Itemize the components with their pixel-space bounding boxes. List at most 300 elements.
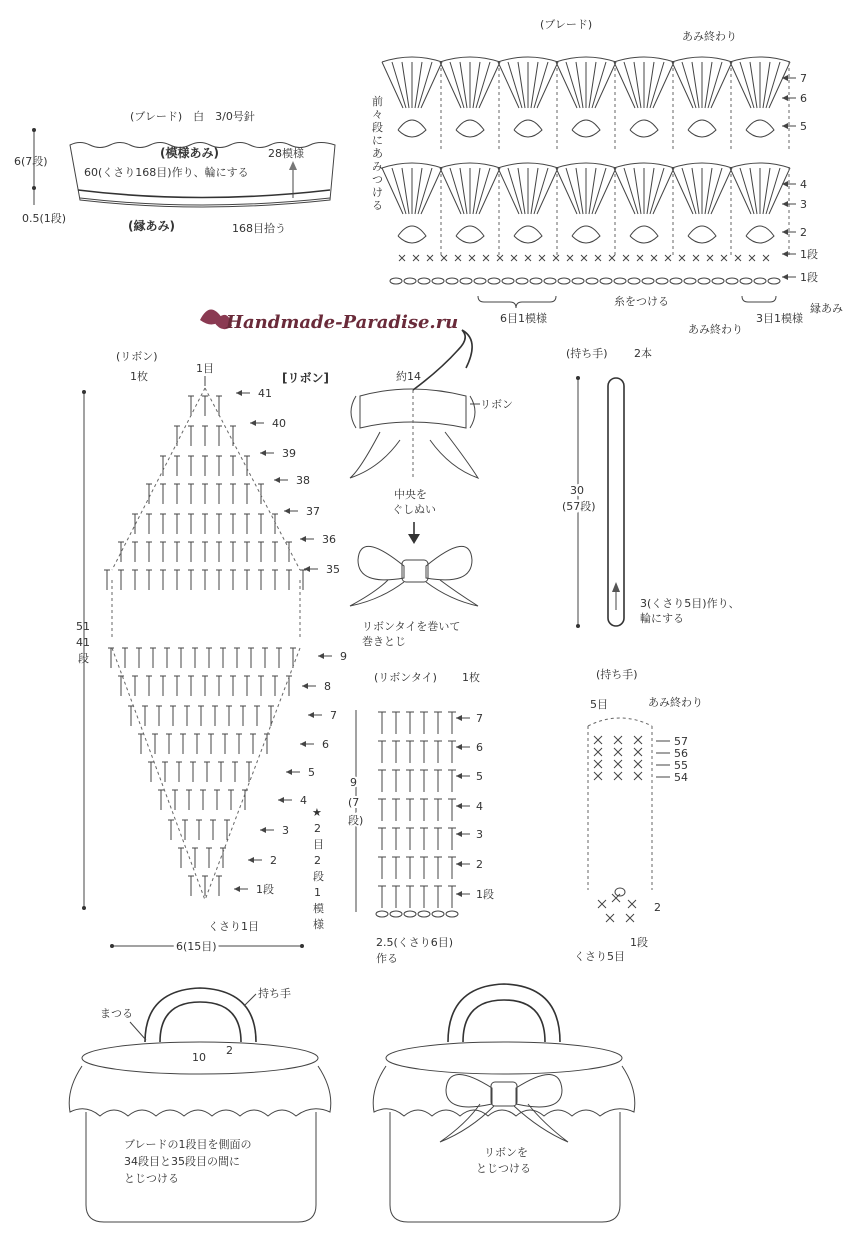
- fan-stitch: [711, 168, 732, 214]
- ribbon-row-label: 41: [258, 387, 272, 400]
- bow-knot: [491, 1082, 517, 1106]
- sc-stitch: [455, 255, 461, 261]
- dim-10: 10: [192, 1051, 206, 1064]
- row-arrow-head: [782, 75, 788, 81]
- fan-stitch: [614, 62, 635, 108]
- ribbon-row-label: 40: [272, 417, 286, 430]
- fan-stitch: [705, 168, 712, 214]
- sc-stitch: [637, 255, 643, 261]
- braid-sketch: [14, 109, 335, 235]
- sc-stitch: [441, 255, 447, 261]
- fan-stitch: [730, 168, 751, 214]
- fan-stitch: [708, 62, 722, 108]
- chain-stitch: [432, 278, 444, 284]
- bow-left-loop: [358, 546, 404, 580]
- puff-stitch: [456, 120, 484, 137]
- handle-pointer: [244, 994, 256, 1006]
- edge-row-note: 縁あみ: [810, 302, 843, 315]
- dim-dot: [110, 944, 114, 948]
- center-label-2: ぐしぬい: [392, 503, 436, 516]
- sc-stitch: [763, 255, 769, 261]
- chain-stitch: [390, 911, 402, 917]
- bow-left-loop: [446, 1074, 492, 1106]
- chain-stitch: [474, 278, 486, 284]
- repeat-3-bracket: [742, 296, 776, 302]
- chain-stitch: [460, 278, 472, 284]
- sc-stitch: [634, 736, 642, 744]
- sc-stitch: [567, 255, 573, 261]
- handle-chart-title: (持ち手): [596, 668, 638, 681]
- tie-height-a: 9: [350, 776, 357, 789]
- fan-stitch: [576, 62, 583, 108]
- sc-stitch: [634, 772, 642, 780]
- handle-start2: 輪にする: [640, 612, 684, 625]
- handle-tube-outline: [588, 718, 652, 890]
- row-arrow-head: [456, 773, 462, 779]
- fan-stitch: [498, 168, 519, 214]
- ribbon-label: リボン: [480, 398, 513, 411]
- attach-thread-label: 糸をつける: [614, 295, 669, 308]
- side-note-char: に: [372, 134, 383, 147]
- chain-stitch: [446, 911, 458, 917]
- braid-chart: [372, 18, 843, 336]
- ribbon-loops: [351, 396, 475, 428]
- chain-stitch: [768, 278, 780, 284]
- repeat-3-label: 3目1模様: [756, 312, 803, 325]
- fan-stitch: [653, 168, 674, 214]
- fan-stitch: [418, 168, 432, 214]
- chain-stitch: [642, 278, 654, 284]
- sc-stitch: [614, 772, 622, 780]
- sew-pointer: [130, 1022, 146, 1040]
- fan-stitch: [634, 168, 641, 214]
- dim-dot: [32, 128, 36, 132]
- sc-stitch: [594, 748, 602, 756]
- row-arrow-head: [234, 886, 240, 892]
- fan-top: [556, 163, 616, 168]
- edging-label: (縁あみ): [128, 219, 175, 233]
- dim-dot: [32, 186, 36, 190]
- puff-stitch: [630, 226, 658, 243]
- ribbon-gap-lines: [112, 580, 300, 640]
- braid-row-label: 6: [800, 92, 807, 105]
- chain-stitch: [516, 278, 528, 284]
- ribbon-row-label: 37: [306, 505, 320, 518]
- bow-knot: [402, 560, 428, 582]
- handle-stitch-grid: [594, 736, 642, 922]
- sc-stitch: [721, 255, 727, 261]
- row-arrow-head: [456, 831, 462, 837]
- fan-stitch: [624, 62, 638, 108]
- ribbon-row-label: 6: [322, 738, 329, 751]
- chain-stitch: [404, 278, 416, 284]
- finished-bow: [350, 546, 478, 606]
- row-arrow-head: [260, 450, 266, 456]
- star-char: 目: [313, 838, 324, 851]
- sc-stitch: [614, 748, 622, 756]
- chain-stitch: [572, 278, 584, 284]
- fan-stitch: [672, 62, 693, 108]
- fan-stitch: [589, 62, 596, 108]
- row-arrow-head: [782, 123, 788, 129]
- star-char: 段: [313, 870, 324, 883]
- watermark: [200, 309, 458, 333]
- fan-stitch: [708, 168, 722, 214]
- fan-stitch: [692, 62, 699, 108]
- side-note-line1: 前: [372, 95, 383, 108]
- fan-stitch: [479, 168, 500, 214]
- bag-handle-inner: [160, 1002, 241, 1042]
- puff-stitch: [572, 120, 600, 137]
- fan-stitch: [650, 168, 664, 214]
- chain-stitch: [544, 278, 556, 284]
- row-arrow-head: [300, 741, 306, 747]
- rows-label: 28模様: [268, 147, 304, 160]
- fan-stitch: [473, 168, 480, 214]
- chain-stitch: [418, 911, 430, 917]
- fan-top: [382, 163, 442, 168]
- fan-stitch: [460, 168, 467, 214]
- fan-stitch: [421, 168, 442, 214]
- fan-stitch: [534, 62, 548, 108]
- fan-stitch: [402, 62, 409, 108]
- fan-stitch: [634, 62, 641, 108]
- chain-stitch: [614, 278, 626, 284]
- ribbon-row-label: 36: [322, 533, 336, 546]
- dim-2: 2: [226, 1044, 233, 1057]
- ribbon-outline: [112, 388, 300, 900]
- pickup-label: 168目拾う: [232, 222, 286, 235]
- ribbon-row-label: 3: [282, 824, 289, 837]
- sc-stitch: [634, 748, 642, 756]
- fan-stitch: [647, 168, 654, 214]
- dim-dot: [576, 376, 580, 380]
- bag-rim: [386, 1042, 622, 1074]
- tie-title: (リボンタイ): [374, 671, 437, 684]
- chain-stitch: [670, 278, 682, 284]
- fan-stitch: [402, 168, 409, 214]
- handle-stitches: 5目: [590, 698, 608, 711]
- ribbon-row-label: 1段: [256, 883, 274, 896]
- side-note: [372, 94, 383, 212]
- ribbon-top-label: 1目: [196, 362, 214, 375]
- fan-stitch: [763, 62, 770, 108]
- chain-stitch: [740, 278, 752, 284]
- row-arrow-head: [278, 797, 284, 803]
- chain-ring: [615, 888, 625, 896]
- tie-row-label: 6: [476, 741, 483, 754]
- ribbon-height-c: 段: [78, 652, 89, 665]
- fan-stitch: [473, 62, 480, 108]
- ribbon-chart: [76, 350, 347, 953]
- tie-row-label: 5: [476, 770, 483, 783]
- fan-top: [614, 57, 674, 62]
- bag-right: [373, 984, 635, 1222]
- fan-stitch: [531, 62, 538, 108]
- row-arrow-head: [782, 251, 788, 257]
- chain-stitch: [530, 278, 542, 284]
- handle-row-label: 55: [674, 759, 688, 772]
- puff-stitch: [514, 120, 542, 137]
- chain-stitch: [754, 278, 766, 284]
- row-arrow-head: [250, 420, 256, 426]
- fan-stitch: [614, 168, 635, 214]
- bag-handle-label: 持ち手: [258, 987, 291, 1000]
- fan-stitch: [592, 168, 606, 214]
- chain-stitch: [712, 278, 724, 284]
- bag-handle-outer: [448, 984, 560, 1042]
- fan-stitch: [498, 62, 519, 108]
- puff-stitch: [456, 226, 484, 243]
- edge-label: 0.5(1段): [22, 212, 67, 225]
- ribbon-row-labels: [234, 387, 347, 896]
- puff-stitch: [688, 120, 716, 137]
- row-arrow-head: [456, 744, 462, 750]
- braid-row-label: 2: [800, 226, 807, 239]
- tie-height-b: (7: [348, 796, 360, 809]
- fan-stitch: [576, 168, 583, 214]
- braid-row-labels: [782, 72, 818, 284]
- braid-row-label: 1段: [800, 271, 818, 284]
- ribbon-height-a: 51: [76, 620, 90, 633]
- fan-stitch: [537, 168, 558, 214]
- chain-stitch: [432, 911, 444, 917]
- braid-row-label: 4: [800, 178, 807, 191]
- sc-stitch: [679, 255, 685, 261]
- row-arrow-head: [782, 274, 788, 280]
- row-arrow-head: [782, 181, 788, 187]
- braid-chart-title: (ブレード): [540, 18, 593, 31]
- ribbon-title: (リボン): [116, 350, 158, 363]
- row-arrow-head: [274, 477, 280, 483]
- fan-stitch: [415, 62, 422, 108]
- fan-stitch: [750, 62, 757, 108]
- fan-top: [498, 57, 558, 62]
- needle-icon: [413, 330, 472, 390]
- fan-stitch: [730, 62, 751, 108]
- fan-stitch: [392, 168, 406, 214]
- tie-start-label: 2.5(くさり6目): [376, 936, 454, 949]
- sc-stitch: [594, 772, 602, 780]
- rows-arrow-up: [289, 161, 297, 170]
- sc-stitch: [399, 255, 405, 261]
- ribbon-tails: [350, 432, 478, 478]
- chain-row: [390, 278, 780, 284]
- sc-stitch: [665, 255, 671, 261]
- chain-stitch: [376, 911, 388, 917]
- tie-label-1: リボンタイを巻いて: [362, 620, 461, 633]
- fan-stitch: [647, 62, 654, 108]
- handle-row-label: 54: [674, 771, 688, 784]
- ribbon-row-label: 39: [282, 447, 296, 460]
- fan-top: [672, 57, 732, 62]
- fan-stitch: [556, 168, 577, 214]
- sew-label: まつる: [100, 1007, 133, 1020]
- sc-stitch: [553, 255, 559, 261]
- fan-stitch: [589, 168, 596, 214]
- handle-row2: 2: [654, 901, 661, 914]
- bag-handle-outer: [145, 988, 256, 1042]
- chain-stitch: [404, 911, 416, 917]
- fan-stitch: [766, 62, 780, 108]
- tie-count: 1枚: [462, 671, 480, 684]
- chain-stitch: [446, 278, 458, 284]
- fan-stitch: [769, 62, 790, 108]
- chain-stitch: [656, 278, 668, 284]
- fan-stitch: [682, 168, 696, 214]
- fan-stitch: [479, 62, 500, 108]
- row-arrow-head: [286, 769, 292, 775]
- fan-stitch: [476, 62, 490, 108]
- row-arrow-head: [302, 683, 308, 689]
- ribbon-height-b: 41: [76, 636, 90, 649]
- tie-stitch-grid: [376, 712, 458, 917]
- row-arrow-head: [318, 653, 324, 659]
- ribbon-row-label: 38: [296, 474, 310, 487]
- row-arrow-head: [300, 536, 306, 542]
- repeat-6-label: 6目1模様: [500, 312, 547, 325]
- bow-right-loop: [516, 1074, 562, 1106]
- handle-row1: 1段: [630, 936, 648, 949]
- fan-stitch: [418, 62, 432, 108]
- ribbon-width-label: 6(15目): [176, 940, 217, 953]
- sc-stitch: [606, 914, 614, 922]
- sc-stitch: [511, 255, 517, 261]
- chain-stitch: [600, 278, 612, 284]
- handle-end: あみ終わり: [648, 696, 703, 709]
- handle-arrow-up: [612, 582, 620, 592]
- row-arrow-head: [304, 566, 310, 572]
- braid-band-ring: [78, 190, 330, 198]
- sc-stitch: [735, 255, 741, 261]
- fan-stitch: [692, 168, 699, 214]
- puff-stitch: [572, 226, 600, 243]
- fan-top: [556, 57, 616, 62]
- sc-stitch: [628, 900, 636, 908]
- fan-stitch: [534, 168, 548, 214]
- ribbon-row-label: 5: [308, 766, 315, 779]
- sc-stitch: [609, 255, 615, 261]
- bag-right-note-1: リボンを: [484, 1146, 528, 1159]
- fan-stitch: [682, 62, 696, 108]
- row-arrow-head: [782, 95, 788, 101]
- fan-stitch: [740, 168, 754, 214]
- fan-row-bottom: [382, 163, 790, 256]
- center-label-1: 中央を: [394, 488, 427, 501]
- chain-label: くさり1目: [208, 920, 259, 933]
- fan-top: [730, 57, 790, 62]
- handle-length-rows: (57段): [562, 500, 596, 513]
- chain-stitch: [502, 278, 514, 284]
- sc-stitch: [634, 760, 642, 768]
- tie-row-label: 2: [476, 858, 483, 871]
- fan-stitch: [763, 168, 770, 214]
- fan-stitch: [415, 168, 422, 214]
- handle-chain: くさり5目: [574, 950, 625, 963]
- sc-stitch: [595, 255, 601, 261]
- handle-title: (持ち手): [566, 347, 608, 360]
- bag-bow: [440, 1074, 568, 1142]
- repeat-6-bracket: [478, 296, 556, 308]
- handle-length: 30: [570, 484, 584, 497]
- handle-sketch: [562, 346, 740, 628]
- side-note-char: 段: [372, 121, 383, 134]
- puff-stitch: [398, 226, 426, 243]
- fan-top: [440, 163, 500, 168]
- handle-row-labels: [656, 735, 688, 784]
- puff-stitch: [398, 120, 426, 137]
- dim-dot: [82, 390, 86, 394]
- star-char: 1: [314, 886, 321, 899]
- handle-row-label: 57: [674, 735, 688, 748]
- chain-stitch: [684, 278, 696, 284]
- tie-label-2: 巻きとじ: [362, 635, 406, 648]
- chain-stitch: [390, 278, 402, 284]
- fan-stitch: [508, 168, 522, 214]
- sc-stitch: [612, 894, 620, 902]
- fan-stitch: [769, 168, 790, 214]
- chain-stitch: [488, 278, 500, 284]
- fan-stitch: [705, 62, 712, 108]
- fan-stitch: [566, 62, 580, 108]
- star-char: 模: [313, 902, 324, 915]
- fan-stitch: [740, 62, 754, 108]
- fan-stitch: [518, 62, 525, 108]
- puff-stitch: [630, 120, 658, 137]
- fan-stitch: [624, 168, 638, 214]
- tie-row-label: 3: [476, 828, 483, 841]
- ribbon-row-label: 2: [270, 854, 277, 867]
- fan-stitch: [750, 168, 757, 214]
- side-note-char: つ: [372, 173, 383, 186]
- fan-stitch: [382, 62, 403, 108]
- chain-stitch: [558, 278, 570, 284]
- sc-stitch: [651, 255, 657, 261]
- side-note-char: み: [372, 160, 383, 173]
- assembly-title: [リボン]: [282, 371, 329, 385]
- ribbon-assembly: [282, 330, 513, 648]
- sc-stitch: [707, 255, 713, 261]
- dim-dot: [576, 624, 580, 628]
- bag-note-3: とじつける: [124, 1172, 179, 1185]
- bag-left: [69, 986, 331, 1222]
- fan-stitch: [537, 62, 558, 108]
- star-char: 2: [314, 822, 321, 835]
- sc-stitch: [594, 760, 602, 768]
- row-arrow-head: [456, 803, 462, 809]
- sc-stitch: [581, 255, 587, 261]
- side-note-char: あ: [372, 147, 383, 160]
- row-arrow-head: [248, 857, 254, 863]
- bag-right-note-2: とじつける: [476, 1162, 531, 1175]
- sc-stitch: [497, 255, 503, 261]
- handle-count: 2本: [634, 347, 652, 360]
- star-char: ★: [312, 806, 322, 819]
- fan-stitch: [653, 62, 674, 108]
- braid-row-label: 5: [800, 120, 807, 133]
- braid-row-label: 3: [800, 198, 807, 211]
- sc-stitch: [614, 736, 622, 744]
- tie-row-label: 4: [476, 800, 483, 813]
- handle-chart: [574, 667, 703, 963]
- fan-stitch: [518, 168, 525, 214]
- row-arrow-head: [260, 827, 266, 833]
- fan-stitch: [450, 168, 464, 214]
- fan-top: [498, 163, 558, 168]
- fan-top: [614, 163, 674, 168]
- braid-row-label: 1段: [800, 248, 818, 261]
- fan-stitch: [595, 62, 616, 108]
